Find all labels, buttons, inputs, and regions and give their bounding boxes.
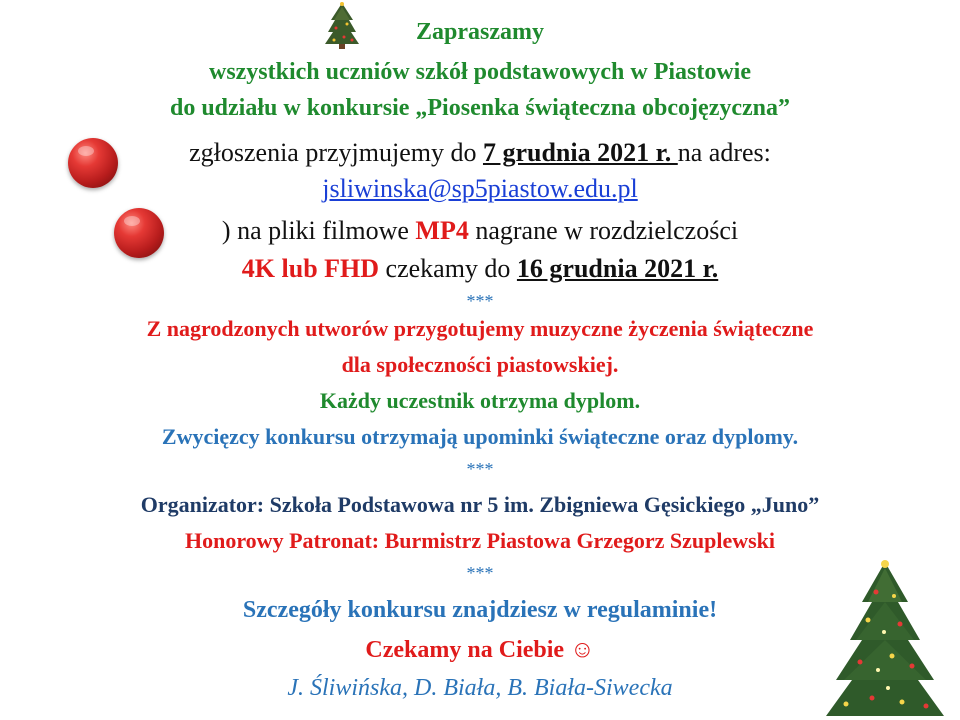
prize-info-line: Z nagrodzonych utworów przygotujemy muzyczne życzenia świąteczne xyxy=(146,316,814,341)
deadline-post: na adres: xyxy=(677,138,771,167)
file-format-line xyxy=(0,218,960,244)
deadline-line xyxy=(0,140,960,166)
deadline-pre: zgłoszenia przyjmujemy do xyxy=(189,138,483,167)
patron-line: Honorowy Patronat: Burmistrz Piastowa Grzegorz Szuplewski xyxy=(184,528,776,553)
resolution-line xyxy=(0,256,960,282)
organizer-line: Organizator: Szkoła Podstawowa nr 5 im. Zbigniewa Gęsickiego „Juno” xyxy=(140,492,820,517)
separator-stars-2: *** xyxy=(466,459,494,479)
diploma-line: Każdy uczestnik otrzyma dyplom. xyxy=(319,388,641,413)
invite-students-line: wszystkich uczniów szkół podstawowych w Piastowie xyxy=(208,59,751,85)
email-link[interactable]: jsliwinska@sp5piastow.edu.pl xyxy=(322,174,638,203)
community-line: dla społeczności piastowskiej. xyxy=(341,352,619,377)
winners-line: Zwycięzcy konkursu otrzymają upominki świąteczne oraz dyplomy. xyxy=(161,424,799,449)
file-format-pre: ) na pliki filmowe xyxy=(221,216,416,245)
file-format-mp4: MP4 xyxy=(415,216,469,245)
heading-invite: Zapraszamy xyxy=(416,19,544,45)
resolution-format: 4K lub FHD xyxy=(241,254,380,283)
signatures-line: J. Śliwińska, D. Biała, B. Biała-Siwecka xyxy=(287,675,673,701)
resolution-date: 16 grudnia 2021 r. xyxy=(516,254,719,283)
email-line xyxy=(0,176,960,202)
closing-line: Czekamy na Ciebie ☺ xyxy=(365,637,595,663)
file-format-post: nagrane w rozdzielczości xyxy=(468,216,739,245)
separator-stars-1: *** xyxy=(466,291,494,311)
separator-stars-3: *** xyxy=(466,563,494,583)
resolution-mid: czekamy do xyxy=(379,254,517,283)
rules-line: Szczegóły konkursu znajdziesz w regulaminie! xyxy=(242,597,718,623)
contest-name-line: do udziału w konkursie „Piosenka świąteczna obcojęzyczna” xyxy=(169,95,790,121)
deadline-date: 7 grudnia 2021 r. xyxy=(482,138,678,167)
